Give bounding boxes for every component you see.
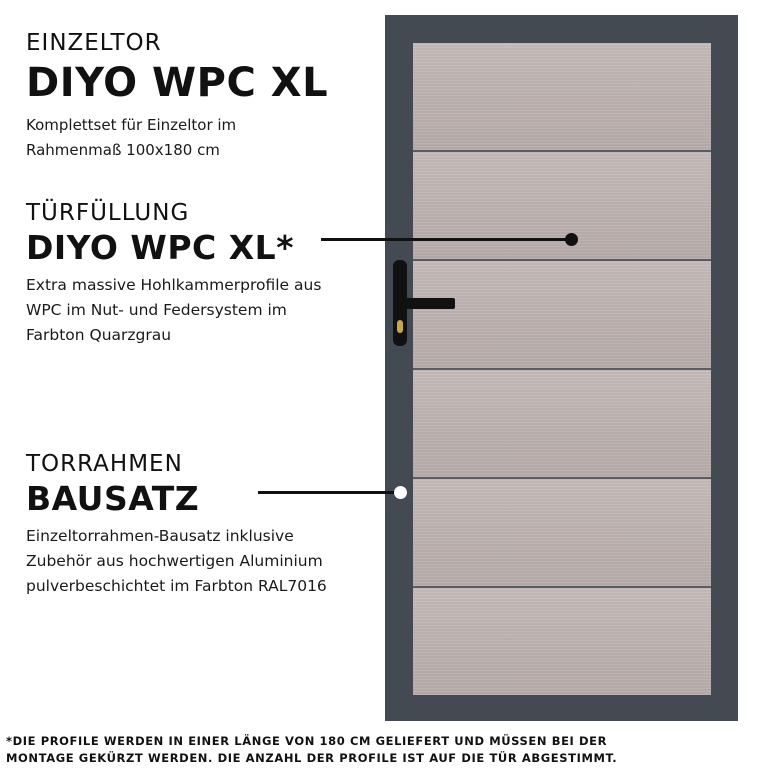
torrahmen-leader-line (258, 491, 400, 494)
torrahmen-headline: BAUSATZ (26, 479, 200, 518)
wpc-plank (413, 43, 711, 150)
tuerfuellung-headline: DIYO WPC XL* (26, 228, 294, 267)
footnote (6, 733, 762, 767)
torrahmen-leader-dot (394, 486, 407, 499)
torrahmen-desc-line: Einzeltorrahmen-Bausatz inklusive (26, 527, 294, 545)
tuerfuellung-kicker: TÜRFÜLLUNG (26, 200, 190, 226)
tuerfuellung-desc-line: Extra massive Hohlkammerprofile aus (26, 276, 322, 294)
footnote-line: MONTAGE GEKÜRZT WERDEN. DIE ANZAHL DER PROFILE IST AUF DIE TÜR ABGESTIMMT. (6, 751, 618, 765)
wpc-plank (413, 152, 711, 259)
einzeltor-description (26, 113, 328, 163)
tuerfuellung-desc-line: WPC im Nut- und Federsystem im (26, 301, 287, 319)
tuerfuellung-leader-dot (565, 233, 578, 246)
gate-infill (413, 43, 711, 695)
wpc-plank (413, 479, 711, 586)
wpc-plank (413, 588, 711, 695)
door-handle-lever (399, 298, 455, 309)
torrahmen-block (26, 453, 327, 599)
einzeltor-kicker: EINZELTOR (26, 30, 162, 56)
einzeltor-block (26, 32, 328, 163)
tuerfuellung-description (26, 273, 321, 348)
wpc-plank (413, 370, 711, 477)
torrahmen-description (26, 524, 327, 599)
einzeltor-desc-line: Komplettset für Einzeltor im (26, 116, 237, 134)
torrahmen-desc-line: Zubehör aus hochwertigen Aluminium (26, 552, 323, 570)
footnote-line: *DIE PROFILE WERDEN IN EINER LÄNGE VON 180 CM GELIEFERT UND MÜSSEN BEI DER (6, 734, 608, 748)
gate-frame (385, 15, 738, 721)
torrahmen-desc-line: pulverbeschichtet im Farbton RAL7016 (26, 577, 327, 595)
lock-cylinder-icon (397, 320, 403, 333)
wpc-plank (413, 261, 711, 368)
einzeltor-headline: DIYO WPC XL (26, 60, 329, 106)
tuerfuellung-desc-line: Farbton Quarzgrau (26, 326, 172, 344)
tuerfuellung-block (26, 202, 321, 348)
einzeltor-desc-line: Rahmenmaß 100x180 cm (26, 141, 220, 159)
torrahmen-kicker: TORRAHMEN (26, 451, 183, 477)
tuerfuellung-leader-line (321, 238, 571, 241)
